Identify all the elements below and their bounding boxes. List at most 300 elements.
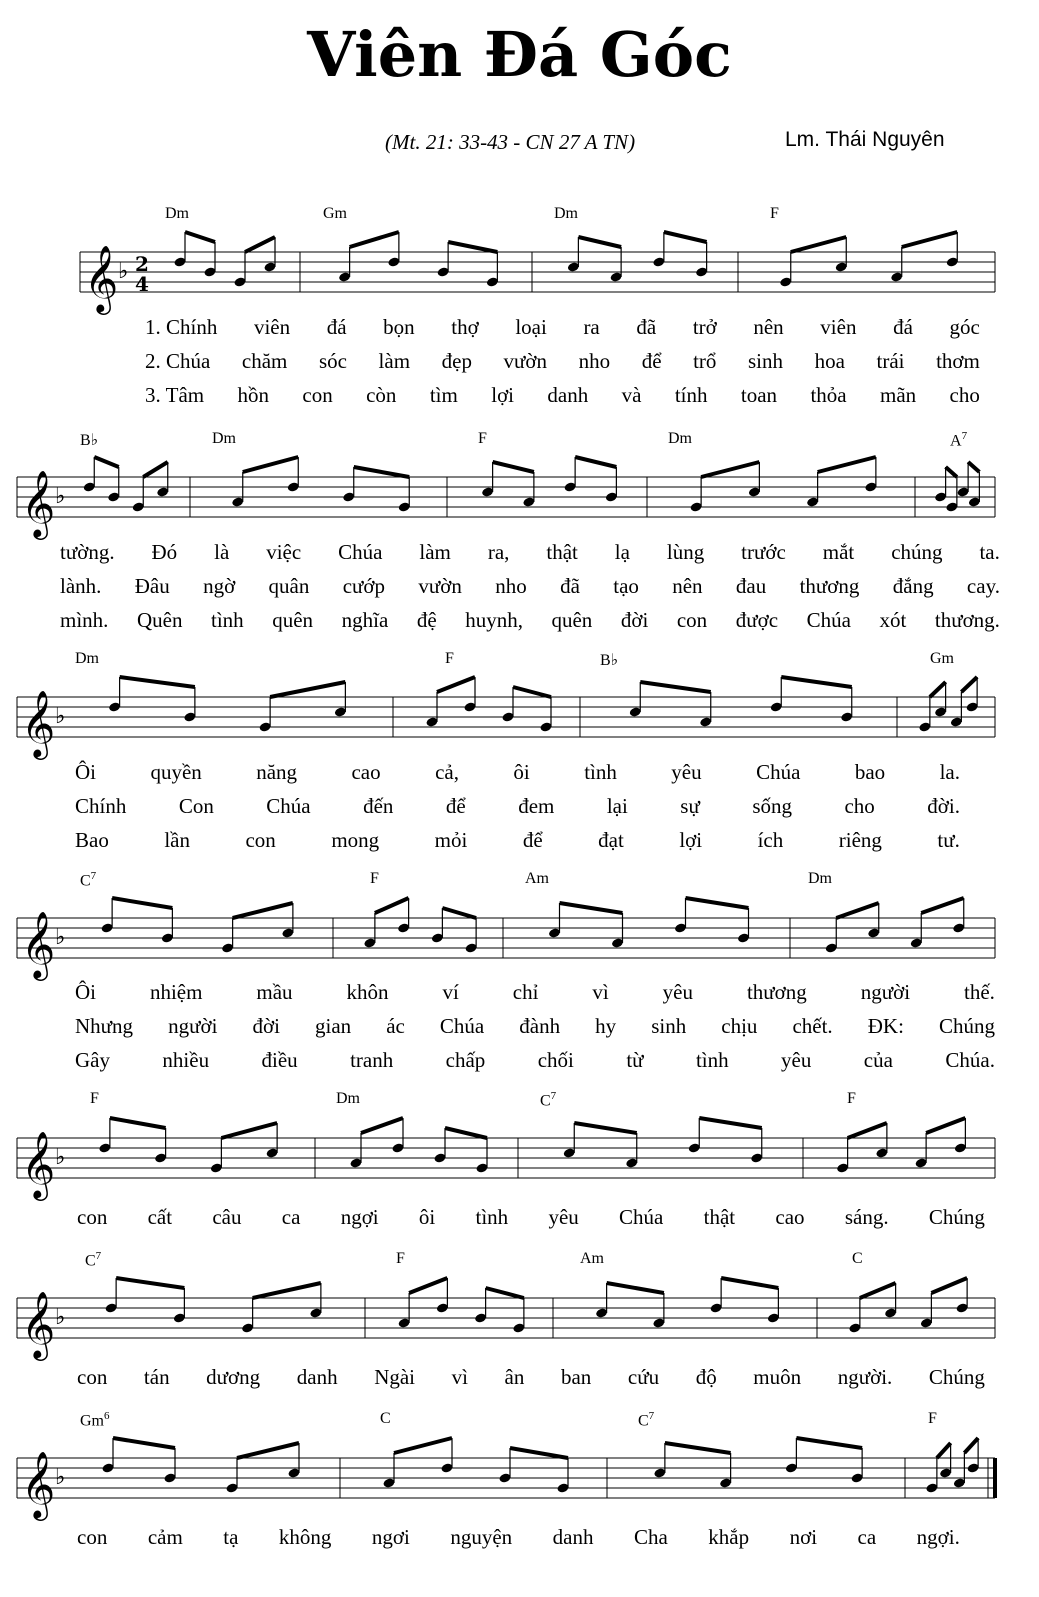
lyric-syllable: người <box>168 1014 218 1038</box>
lyric-syllable: nho <box>578 349 611 373</box>
lyric-syllable: ca <box>281 1205 301 1229</box>
lyric-syllable: riêng <box>838 828 882 852</box>
lyric-line-verse-3 <box>75 828 960 854</box>
staff-system-4 <box>0 908 1039 978</box>
note-beam <box>185 232 215 242</box>
lyric-syllable: loại <box>515 315 547 339</box>
note-beam <box>110 1118 166 1128</box>
chord-symbol: Gm <box>930 650 954 667</box>
lyric-syllable: thợ <box>451 315 479 339</box>
lyric-syllable: con <box>676 608 708 632</box>
lyric-syllable: yêu <box>781 1048 812 1072</box>
note-beam <box>375 898 409 913</box>
lyric-syllable: ta. <box>979 540 1000 564</box>
lyric-syllable: thương. <box>934 608 1000 632</box>
lyric-syllable: Chúa <box>266 794 311 818</box>
lyric-syllable: ngờ <box>203 574 236 598</box>
note-beam <box>964 1438 978 1453</box>
note-beam <box>721 1278 778 1288</box>
chord-symbol: Gm <box>323 205 347 222</box>
lyric-syllable: con <box>77 1365 108 1389</box>
lyric-syllable: để <box>445 794 466 818</box>
lyric-syllable: thật <box>546 540 578 564</box>
lyric-syllable: cứu <box>627 1365 660 1389</box>
lyric-syllable: Chúa <box>439 1014 485 1038</box>
note-beam <box>930 682 946 697</box>
lyric-syllable: đến <box>363 794 394 818</box>
lyric-syllable: quân <box>268 574 310 598</box>
lyric-syllable: la. <box>939 760 960 784</box>
lyric-syllable: vườn <box>503 349 548 373</box>
treble-clef-icon: 𝄞 <box>21 1130 56 1198</box>
key-signature-flat-icon: ♭ <box>55 925 66 950</box>
lyric-syllable: tạ <box>223 1525 239 1549</box>
lyric-syllable: chăm <box>241 349 288 373</box>
lyric-syllable: đệ <box>416 608 437 632</box>
lyric-line-verse-2 <box>145 349 980 375</box>
note-beam <box>270 682 345 697</box>
lyric-syllable: lợi <box>491 383 515 407</box>
lyric-syllable: mỏi <box>434 828 468 852</box>
lyric-syllable: ngơi <box>371 1525 410 1549</box>
note-beam <box>243 457 299 472</box>
lyric-syllable: còn <box>366 383 397 407</box>
chord-symbol: $A^7$ <box>950 430 968 450</box>
note-beam <box>607 1283 664 1293</box>
lyric-syllable: lạ <box>614 540 630 564</box>
lyric-syllable: hy <box>595 1014 617 1038</box>
note-beam <box>937 1443 951 1458</box>
key-signature-flat-icon: ♭ <box>55 1305 66 1330</box>
lyric-syllable: quên <box>272 608 314 632</box>
note-beam <box>361 1118 403 1133</box>
lyric-syllable: viên <box>820 315 857 339</box>
chord-symbol: Dm <box>75 650 99 667</box>
lyric-syllable: dương <box>206 1365 261 1389</box>
lyric-syllable: Đâu <box>134 574 170 598</box>
note-beam <box>686 898 749 908</box>
chord-symbol: F <box>847 1090 856 1107</box>
lyric-syllable: ra <box>583 315 600 339</box>
lyric-syllable: Chúa <box>619 1205 664 1229</box>
lyric-syllable: đạt <box>598 828 624 852</box>
chord-symbol: F <box>445 650 454 667</box>
lyric-syllable: hoa <box>814 349 845 373</box>
lyric-syllable: Cha <box>633 1525 668 1549</box>
lyric-syllable: quyền <box>150 760 202 784</box>
lyric-syllable: thương <box>799 574 860 598</box>
lyric-syllable: lợi <box>679 828 703 852</box>
lyric-syllable: đã <box>560 574 580 598</box>
lyric-syllable: đời <box>252 1014 280 1038</box>
lyric-syllable: tạo <box>613 574 639 598</box>
chord-symbol: Dm <box>336 1090 360 1107</box>
lyric-syllable: chấp <box>445 1048 486 1072</box>
treble-clef-icon: 𝄞 <box>21 1450 56 1518</box>
lyric-syllable: quên <box>551 608 593 632</box>
note-beam <box>836 903 879 918</box>
note-beam <box>848 1123 887 1138</box>
key-signature-flat-icon: ♭ <box>55 704 66 729</box>
note-beam <box>701 462 759 477</box>
note-beam <box>513 687 551 697</box>
lyric-line-verse-1 <box>77 1365 985 1391</box>
lyric-syllable: nho <box>495 574 527 598</box>
note-beam <box>486 1288 524 1298</box>
lyric-syllable: gian <box>314 1014 352 1038</box>
lyric-syllable: tình <box>211 608 244 632</box>
key-signature-flat-icon: ♭ <box>55 1465 66 1490</box>
note-beam <box>94 457 119 467</box>
lyric-syllable: đắng <box>892 574 934 598</box>
chord-symbol: F <box>396 1250 405 1267</box>
key-signature-flat-icon: ♭ <box>55 1145 66 1170</box>
lyric-syllable: trở <box>692 315 717 339</box>
chord-symbol: Dm <box>554 205 578 222</box>
lyric-syllable: để <box>641 349 662 373</box>
chord-symbol: $C^7$ <box>80 870 97 890</box>
lyric-syllable: tranh <box>350 1048 394 1072</box>
lyric-syllable: Chúng <box>938 1014 995 1038</box>
lyric-syllable: là <box>214 540 230 564</box>
key-signature-flat-icon: ♭ <box>55 484 66 509</box>
lyric-syllable: vì <box>451 1365 468 1389</box>
lyric-syllable: vì <box>592 980 609 1004</box>
lyric-syllable: sinh <box>748 349 784 373</box>
lyric-syllable: sinh <box>651 1014 687 1038</box>
lyric-syllable: độ <box>695 1365 717 1389</box>
lyric-syllable: xót <box>879 608 907 632</box>
note-beam <box>120 677 195 687</box>
lyric-syllable: chết. <box>792 1014 833 1038</box>
chord-symbol: Dm <box>668 430 692 447</box>
treble-clef-icon: 𝄞 <box>84 244 119 312</box>
lyric-syllable: người <box>860 980 911 1004</box>
lyric-syllable: ân <box>504 1365 525 1389</box>
lyric-syllable: Chúng <box>928 1365 985 1389</box>
lyric-syllable: bao <box>854 760 886 784</box>
lyric-syllable: đá <box>893 315 913 339</box>
chord-symbol: Gm$^6$ <box>80 1410 110 1430</box>
lyric-line-verse-1 <box>75 760 960 786</box>
lyric-syllable: đem <box>518 794 555 818</box>
lyric-syllable: Đó <box>151 540 178 564</box>
lyric-syllable: ngợi. <box>916 1525 960 1549</box>
lyric-syllable: thơm <box>936 349 980 373</box>
chord-symbol: $C^7$ <box>85 1250 102 1270</box>
lyric-syllable: tình <box>475 1205 509 1229</box>
note-beam <box>961 677 977 692</box>
lyric-syllable: con <box>302 383 333 407</box>
chord-symbol: Dm <box>808 870 832 887</box>
lyric-syllable: việc <box>266 540 302 564</box>
lyric-syllable: nơi <box>789 1525 818 1549</box>
note-beam <box>664 232 707 242</box>
chord-symbol: $C^7$ <box>638 1410 655 1430</box>
chord-symbol: $C^7$ <box>540 1090 557 1110</box>
composer: Lm. Thái Nguyên <box>785 128 945 151</box>
lyric-syllable: ngợi <box>340 1205 379 1229</box>
note-beam <box>781 677 852 687</box>
note-beam <box>437 677 475 692</box>
note-beam <box>860 1283 896 1298</box>
lyric-line-verse-3 <box>60 608 1000 634</box>
note-beam <box>233 903 293 918</box>
note-beam <box>394 1438 452 1453</box>
chord-symbol: F <box>770 205 779 222</box>
note-beam <box>575 457 616 467</box>
lyric-syllable: trổ <box>693 349 717 373</box>
lyric-syllable: khôn <box>346 980 389 1004</box>
note-beam <box>350 232 399 247</box>
note-beam <box>442 908 476 918</box>
lyric-syllable: danh <box>547 383 589 407</box>
treble-clef-icon: 𝄞 <box>21 469 56 537</box>
note-beam <box>409 1278 447 1293</box>
lyric-line-verse-1 <box>60 540 1000 566</box>
lyric-syllable: tường. <box>60 540 115 564</box>
lyric-syllable: Ôi <box>75 980 96 1004</box>
lyric-syllable: chịu <box>721 1014 758 1038</box>
lyric-syllable: câu <box>212 1205 242 1229</box>
lyric-syllable: Gây <box>75 1048 110 1072</box>
lyric-syllable: của <box>863 1048 893 1072</box>
lyric-syllable: viên <box>253 315 291 339</box>
note-beam <box>818 457 876 472</box>
lyric-syllable: cay. <box>966 574 1000 598</box>
lyric-syllable: Con <box>178 794 214 818</box>
note-beam <box>796 1438 862 1448</box>
lyric-syllable: ác <box>386 1014 405 1038</box>
lyric-syllable: toan <box>740 383 778 407</box>
scripture-reference: (Mt. 21: 33-43 - CN 27 A TN) <box>385 130 636 154</box>
lyric-syllable: mong <box>331 828 380 852</box>
lyric-syllable: danh <box>552 1525 594 1549</box>
lyric-syllable: Chính <box>75 794 127 818</box>
lyric-syllable: tính <box>674 383 708 407</box>
lyric-syllable: vườn <box>418 574 462 598</box>
lyric-syllable: đành <box>519 1014 561 1038</box>
chord-symbol: C <box>380 1410 391 1427</box>
staff-system-6 <box>0 1288 1039 1358</box>
note-beam <box>448 242 497 252</box>
lyric-syllable: tư. <box>937 828 960 852</box>
treble-clef-icon: 𝄞 <box>21 1290 56 1358</box>
note-beam <box>445 1128 487 1138</box>
time-signature-top: 2 <box>135 252 149 276</box>
chord-symbol: C <box>852 1250 863 1267</box>
lyric-syllable: lùng <box>666 540 705 564</box>
note-beam <box>560 903 623 913</box>
lyric-syllable: Chúng <box>928 1205 985 1229</box>
note-beam <box>665 1443 731 1453</box>
lyric-syllable: nguyện <box>450 1525 513 1549</box>
note-beam <box>902 232 958 247</box>
staff-system-2 <box>0 467 1039 537</box>
lyric-syllable: bọn <box>383 315 415 339</box>
lyric-syllable: cảm <box>147 1525 183 1549</box>
staff-system-5 <box>0 1128 1039 1198</box>
song-title: Viên Đá Góc <box>307 18 732 91</box>
chord-symbol: F <box>370 870 379 887</box>
lyric-syllable: năng <box>256 760 298 784</box>
lyric-syllable: Chúa <box>806 608 851 632</box>
time-signature-bottom: 4 <box>135 272 149 296</box>
note-beam <box>143 462 168 477</box>
note-beam <box>112 898 172 908</box>
lyric-syllable: tìm <box>429 383 458 407</box>
lyric-syllable: Ôi <box>75 760 96 784</box>
note-beam <box>510 1448 568 1458</box>
note-beam <box>253 1283 321 1298</box>
lyric-syllable: ích <box>757 828 784 852</box>
lyric-syllable: sáng. <box>844 1205 889 1229</box>
lyric-syllable: danh <box>296 1365 338 1389</box>
lyric-syllable: lại <box>606 794 628 818</box>
lyric-syllable: ôi <box>418 1205 436 1229</box>
lyric-syllable: đá <box>326 315 347 339</box>
lyric-syllable: làm <box>419 540 451 564</box>
lyric-syllable: cho <box>949 383 980 407</box>
lyric-syllable: con <box>77 1205 108 1229</box>
chord-symbol: Am <box>525 870 549 887</box>
lyric-syllable: ôi <box>513 760 530 784</box>
lyric-syllable: muôn <box>753 1365 802 1389</box>
lyric-syllable: tình <box>695 1048 729 1072</box>
chord-symbol: Dm <box>165 205 189 222</box>
lyric-line-verse-2 <box>75 794 960 820</box>
lyric-syllable: đau <box>735 574 767 598</box>
lyric-syllable: sóc <box>318 349 347 373</box>
lyric-syllable: Bao <box>75 828 109 852</box>
lyric-syllable: cướp <box>342 574 386 598</box>
lyric-syllable: 2. Chúa <box>145 349 211 373</box>
lyric-syllable: mầu <box>256 980 293 1004</box>
lyric-line-verse-1 <box>75 980 995 1006</box>
note-beam <box>354 467 410 477</box>
chord-symbol: F <box>90 1090 99 1107</box>
chord-symbol: Dm <box>212 430 236 447</box>
lyric-syllable: cao <box>351 760 381 784</box>
chord-symbol: F <box>928 1410 937 1427</box>
lyric-syllable: đời <box>620 608 649 632</box>
lyric-syllable: 3. Tâm <box>145 383 205 407</box>
staff-system-1 <box>0 242 1039 312</box>
note-beam <box>640 682 711 692</box>
lyric-syllable: Nhưng <box>75 1014 134 1038</box>
note-beam <box>699 1118 762 1128</box>
lyric-syllable: Chúa <box>756 760 801 784</box>
chord-symbol: B♭ <box>80 432 99 449</box>
note-beam <box>921 898 964 913</box>
lyric-syllable: huynh, <box>465 608 523 632</box>
lyric-syllable: chỉ <box>512 980 539 1004</box>
lyric-line-verse-1 <box>145 315 980 341</box>
lyric-syllable: Ngài <box>374 1365 416 1389</box>
lyric-syllable: nên <box>672 574 703 598</box>
lyric-syllable: chúng <box>891 540 943 564</box>
lyric-syllable: trái <box>876 349 905 373</box>
lyric-syllable: tình <box>584 760 617 784</box>
note-beam <box>791 237 847 252</box>
lyric-syllable: cả, <box>435 760 459 784</box>
lyric-syllable: cho <box>844 794 875 818</box>
lyric-line-verse-1 <box>77 1205 985 1231</box>
lyric-line-verse-2 <box>75 1014 995 1040</box>
lyric-line-verse-3 <box>145 383 980 409</box>
note-beam <box>574 1123 637 1133</box>
lyric-syllable: thương <box>746 980 807 1004</box>
lyric-syllable: góc <box>949 315 980 339</box>
lyric-syllable: tán <box>143 1365 170 1389</box>
lyric-syllable: nhiệm <box>149 980 203 1004</box>
note-beam <box>237 1443 299 1458</box>
lyric-syllable: Chúa. <box>945 1048 995 1072</box>
note-beam <box>493 462 534 472</box>
lyric-syllable: ví <box>442 980 459 1004</box>
lyric-syllable: cất <box>147 1205 173 1229</box>
note-beam <box>245 237 275 252</box>
lyric-syllable: người. <box>837 1365 893 1389</box>
lyric-syllable: và <box>621 383 642 407</box>
note-beam <box>931 1278 967 1293</box>
lyric-syllable: sự <box>680 794 700 818</box>
lyric-syllable: lần <box>164 828 190 852</box>
lyric-syllable: mắt <box>822 540 855 564</box>
staff-system-3 <box>0 687 1039 757</box>
lyric-syllable: trước <box>741 540 786 564</box>
lyric-syllable: Quên <box>136 608 183 632</box>
lyric-syllable: hồn <box>237 383 269 407</box>
note-beam <box>926 1118 965 1133</box>
lyric-syllable: 1. Chính <box>145 315 218 339</box>
lyric-syllable: đẹp <box>441 349 472 373</box>
lyric-syllable: ban <box>560 1365 592 1389</box>
lyric-syllable: yêu <box>671 760 702 784</box>
lyric-syllable: cao <box>775 1205 805 1229</box>
lyric-syllable: từ <box>626 1048 644 1072</box>
lyric-syllable: điều <box>261 1048 298 1072</box>
lyric-syllable: sống <box>752 794 792 818</box>
lyric-syllable: mãn <box>880 383 917 407</box>
note-beam <box>116 1278 184 1288</box>
note-beam <box>946 467 957 477</box>
lyric-syllable: yêu <box>548 1205 579 1229</box>
note-beam <box>578 237 621 247</box>
lyric-syllable: nhiều <box>162 1048 210 1072</box>
lyric-syllable: đã <box>636 315 657 339</box>
treble-clef-icon: 𝄞 <box>21 689 56 757</box>
chord-symbol: F <box>478 430 487 447</box>
lyric-syllable: làm <box>378 349 411 373</box>
lyric-syllable: được <box>735 608 779 632</box>
lyric-syllable: mình. <box>60 608 109 632</box>
lyric-syllable: ĐK: <box>867 1014 904 1038</box>
treble-clef-icon: 𝄞 <box>21 910 56 978</box>
chord-symbol: Am <box>580 1250 604 1267</box>
lyric-line-verse-3 <box>75 1048 995 1074</box>
lyric-syllable: đời. <box>927 794 960 818</box>
lyric-line-verse-1 <box>77 1525 960 1551</box>
key-signature-flat-icon: ♭ <box>118 259 129 284</box>
lyric-syllable: con <box>245 828 276 852</box>
lyric-syllable: chối <box>537 1048 574 1072</box>
lyric-syllable: con <box>77 1525 108 1549</box>
lyric-syllable: lành. <box>60 574 102 598</box>
note-beam <box>968 462 979 472</box>
lyric-syllable: Chúa <box>338 540 383 564</box>
lyric-syllable: để <box>522 828 543 852</box>
